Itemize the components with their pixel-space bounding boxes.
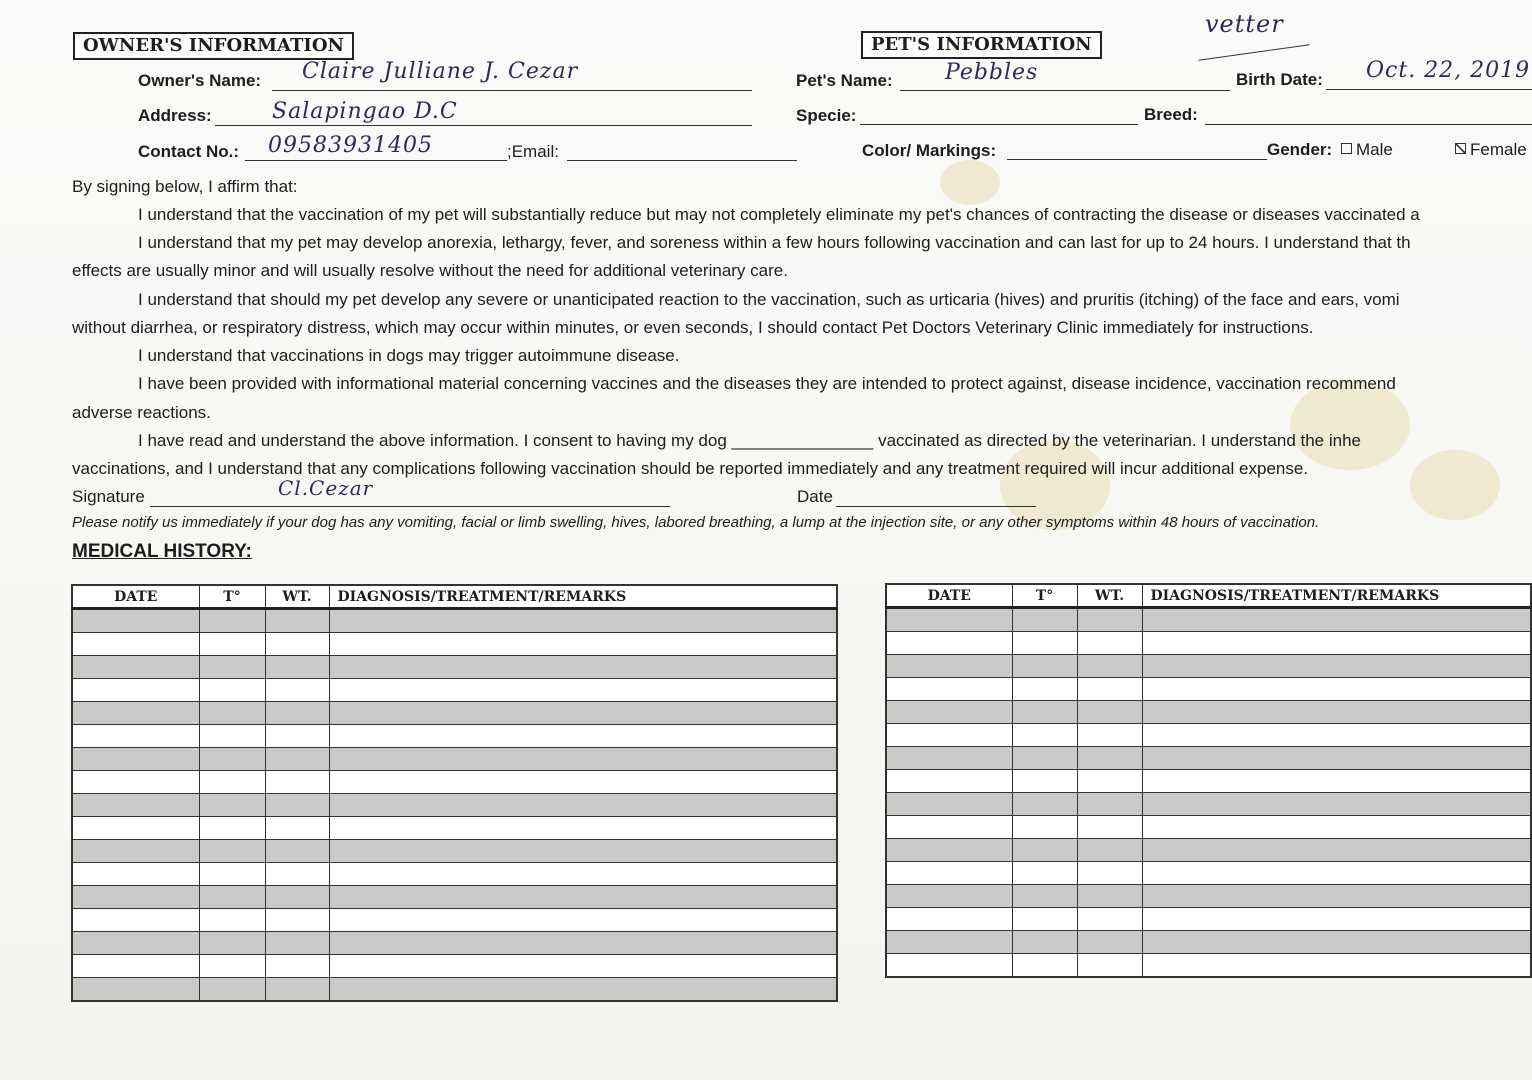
table-row [72, 725, 837, 748]
cell[interactable] [886, 678, 1012, 701]
cell[interactable] [1077, 816, 1142, 839]
cell[interactable] [1012, 862, 1077, 885]
table-row [886, 885, 1531, 908]
cell[interactable] [886, 632, 1012, 655]
table-row [886, 724, 1531, 747]
pet-annotation: vetter [1205, 10, 1284, 38]
cell[interactable] [1142, 770, 1531, 793]
consent-paragraph-6 [72, 427, 1532, 456]
cell[interactable] [265, 863, 329, 886]
cell[interactable] [1012, 816, 1077, 839]
cell[interactable] [72, 633, 199, 656]
table-body-right [886, 608, 1531, 978]
cell[interactable] [886, 793, 1012, 816]
date-label: Date [797, 487, 833, 506]
col-temperature: T° [1012, 584, 1077, 608]
cell[interactable] [199, 932, 265, 955]
cell[interactable] [199, 840, 265, 863]
cell[interactable] [886, 655, 1012, 678]
cell[interactable] [265, 725, 329, 748]
date-line [836, 506, 1036, 507]
cell[interactable] [1077, 793, 1142, 816]
cell[interactable] [1142, 724, 1531, 747]
table-row [72, 656, 837, 679]
table-row [886, 793, 1531, 816]
col-diagnosis: DIAGNOSIS/TREATMENT/REMARKS [329, 585, 837, 609]
signature-line [150, 506, 670, 507]
cell[interactable] [329, 679, 837, 702]
cell[interactable] [1077, 632, 1142, 655]
cell[interactable] [265, 817, 329, 840]
table-row [886, 701, 1531, 724]
cell[interactable] [1012, 747, 1077, 770]
cell[interactable] [72, 978, 199, 1002]
cell[interactable] [199, 679, 265, 702]
table-row [72, 633, 837, 656]
cell[interactable] [886, 701, 1012, 724]
cell[interactable] [199, 702, 265, 725]
consent-paragraph-5: I have been provided with informational material concerning vaccines and the diseases they are intended to protect against, disease incidence, vaccination recommend [138, 374, 1396, 393]
breed-line [1205, 124, 1532, 125]
cell[interactable] [886, 862, 1012, 885]
consent-paragraph-2-cont: effects are usually minor and will usually resolve without the need for additional veterinary care. [72, 261, 788, 280]
consent-intro: By signing below, I affirm that: [72, 177, 298, 196]
col-date: DATE [72, 585, 199, 609]
cell[interactable] [886, 954, 1012, 978]
cell[interactable] [1077, 908, 1142, 931]
table-row [886, 862, 1531, 885]
table-row [72, 794, 837, 817]
cell[interactable] [329, 909, 837, 932]
cell[interactable] [1077, 747, 1142, 770]
medical-history-title: MEDICAL HISTORY: [72, 541, 252, 562]
cell[interactable] [199, 794, 265, 817]
cell[interactable] [1077, 770, 1142, 793]
breed-label: Breed: [1144, 105, 1198, 124]
email-line [567, 160, 797, 161]
cell[interactable] [1142, 608, 1531, 632]
owner-name-line [272, 90, 752, 91]
female-checkbox-checked[interactable] [1455, 143, 1466, 154]
cell[interactable] [329, 725, 837, 748]
cell[interactable] [265, 702, 329, 725]
pet-section-heading: PET'S INFORMATION [861, 31, 1102, 59]
cell[interactable] [72, 656, 199, 679]
consent-paragraph-1: I understand that the vaccination of my pet will substantially reduce but may not completely eliminate my pet's chances of contracting the disease or diseases vaccinated a [138, 205, 1420, 224]
table-row [886, 608, 1531, 632]
color-label: Color/ Markings: [862, 141, 997, 160]
cell[interactable] [886, 724, 1012, 747]
table-row [72, 886, 837, 909]
cell[interactable] [72, 725, 199, 748]
cell[interactable] [1142, 678, 1531, 701]
consent-paragraph-3-cont: without diarrhea, or respiratory distress, which may occur within minutes, or even seconds, I should contact Pet Doctors Veterinary Clinic immediately for instructions. [72, 318, 1314, 337]
table-row [72, 840, 837, 863]
contact-value[interactable]: 09583931405 [268, 133, 433, 158]
cell[interactable] [1077, 608, 1142, 632]
medical-history-table-left [71, 584, 838, 1002]
pet-name-value[interactable]: Pebbles [945, 60, 1039, 85]
cell[interactable] [1012, 839, 1077, 862]
cell[interactable] [72, 863, 199, 886]
cell[interactable] [265, 909, 329, 932]
cell[interactable] [265, 771, 329, 794]
owner-name-label: Owner's Name: [138, 71, 262, 90]
cell[interactable] [329, 863, 837, 886]
cell[interactable] [199, 633, 265, 656]
cell[interactable] [1012, 908, 1077, 931]
gender-male-label: Male [1356, 140, 1393, 159]
consent-paragraph-2: I understand that my pet may develop anorexia, lethargy, fever, and soreness within a few hours following vaccination and can last for up to 24 hours. I understand that th [138, 233, 1411, 252]
gender-female-option[interactable] [1455, 140, 1527, 160]
cell[interactable] [1142, 701, 1531, 724]
col-date: DATE [886, 584, 1012, 608]
cell[interactable] [886, 885, 1012, 908]
consent-paragraph-4: I understand that vaccinations in dogs may trigger autoimmune disease. [138, 346, 680, 365]
cell[interactable] [199, 817, 265, 840]
table-header-row [72, 585, 837, 609]
cell[interactable] [265, 633, 329, 656]
table-row [886, 678, 1531, 701]
cell[interactable] [265, 886, 329, 909]
cell[interactable] [265, 609, 329, 633]
cell[interactable] [886, 931, 1012, 954]
cell[interactable] [199, 656, 265, 679]
cell[interactable] [72, 932, 199, 955]
cell[interactable] [199, 609, 265, 633]
table-body-left [72, 609, 837, 1002]
cell[interactable] [1077, 678, 1142, 701]
cell[interactable] [1012, 678, 1077, 701]
cell[interactable] [329, 771, 837, 794]
table-row [72, 771, 837, 794]
cell[interactable] [72, 886, 199, 909]
consent-paragraph-6-end: vaccinated as directed by the veterinarian. I understand the inhe [878, 431, 1361, 450]
table-row [72, 978, 837, 1002]
consent-paragraph-5-cont: adverse reactions. [72, 403, 211, 422]
cell[interactable] [72, 748, 199, 771]
cell[interactable] [72, 794, 199, 817]
cell[interactable] [1142, 793, 1531, 816]
cell[interactable] [1077, 655, 1142, 678]
table-row [886, 747, 1531, 770]
cell[interactable] [1142, 632, 1531, 655]
cell[interactable] [1077, 885, 1142, 908]
specie-label: Specie: [796, 106, 857, 125]
table-header-row [886, 584, 1531, 608]
cell[interactable] [1142, 954, 1531, 978]
cell[interactable] [199, 886, 265, 909]
cell[interactable] [329, 932, 837, 955]
cell[interactable] [886, 908, 1012, 931]
table-row [72, 609, 837, 633]
table-row [72, 679, 837, 702]
cell[interactable] [1012, 655, 1077, 678]
table-row [72, 748, 837, 771]
cell[interactable] [72, 909, 199, 932]
table-row [72, 955, 837, 978]
gender-label: Gender: [1267, 140, 1333, 159]
birth-date-label: Birth Date: [1236, 70, 1323, 89]
cell[interactable] [265, 955, 329, 978]
cell[interactable] [1012, 954, 1077, 978]
cell[interactable] [1012, 632, 1077, 655]
signature-label: Signature [72, 487, 145, 506]
table-row [72, 932, 837, 955]
male-checkbox[interactable] [1341, 143, 1352, 154]
cell[interactable] [329, 794, 837, 817]
vaccination-notice: Please notify us immediately if your dog has any vomiting, facial or limb swelling, hives, labored breathing, a lump at the injection site, or any other symptoms within 48 hours of vaccination. [72, 514, 1320, 531]
cell[interactable] [199, 955, 265, 978]
cell[interactable] [1077, 701, 1142, 724]
gender-female-label: Female [1470, 140, 1527, 159]
table-row [886, 931, 1531, 954]
consent-paragraph-6-cont: vaccinations, and I understand that any complications following vaccination should be reported immediately and any treatment required will incur additional expense. [72, 459, 1309, 478]
table-row [886, 839, 1531, 862]
address-value[interactable]: Salapingao D.C [272, 99, 458, 124]
cell[interactable] [265, 679, 329, 702]
cell[interactable] [1077, 724, 1142, 747]
cell[interactable] [1142, 747, 1531, 770]
cell[interactable] [329, 817, 837, 840]
gender-male-option[interactable] [1341, 140, 1393, 160]
cell[interactable] [886, 608, 1012, 632]
cell[interactable] [72, 840, 199, 863]
cell[interactable] [1142, 862, 1531, 885]
cell[interactable] [199, 863, 265, 886]
cell[interactable] [265, 656, 329, 679]
cell[interactable] [1012, 885, 1077, 908]
signature-value[interactable]: Cl.Cezar [278, 476, 374, 500]
table-row [72, 863, 837, 886]
medical-history-table-right [885, 583, 1532, 978]
cell[interactable] [199, 725, 265, 748]
cell[interactable] [72, 817, 199, 840]
cell[interactable] [1012, 770, 1077, 793]
table-row [886, 632, 1531, 655]
cell[interactable] [265, 978, 329, 1002]
cell[interactable] [72, 702, 199, 725]
consent-paragraph-6-start: I have read and understand the above information. I consent to having my dog [138, 431, 727, 450]
table-row [72, 817, 837, 840]
address-line [215, 125, 752, 126]
email-label: ;Email: [507, 142, 559, 161]
cell[interactable] [886, 839, 1012, 862]
dog-name-blank[interactable]: _______________ [731, 431, 874, 450]
cell[interactable] [886, 747, 1012, 770]
contact-label: Contact No.: [138, 142, 240, 161]
cell[interactable] [1142, 839, 1531, 862]
cell[interactable] [1012, 793, 1077, 816]
cell[interactable] [1142, 816, 1531, 839]
cell[interactable] [265, 932, 329, 955]
table-row [886, 954, 1531, 978]
cell[interactable] [72, 679, 199, 702]
birth-date-value[interactable]: Oct. 22, 2019 [1366, 58, 1531, 83]
cell[interactable] [72, 609, 199, 633]
cell[interactable] [72, 955, 199, 978]
owner-name-value[interactable]: Claire Julliane J. Cezar [302, 59, 579, 84]
cell[interactable] [1142, 655, 1531, 678]
cell[interactable] [199, 771, 265, 794]
cell[interactable] [886, 770, 1012, 793]
col-diagnosis: DIAGNOSIS/TREATMENT/REMARKS [1142, 584, 1531, 608]
table-row [886, 816, 1531, 839]
table-row [72, 909, 837, 932]
cell[interactable] [1012, 724, 1077, 747]
contact-line [245, 160, 507, 161]
cell[interactable] [265, 748, 329, 771]
col-weight: WT. [1077, 584, 1142, 608]
cell[interactable] [329, 886, 837, 909]
cell[interactable] [329, 978, 837, 1002]
cell[interactable] [1077, 954, 1142, 978]
cell[interactable] [72, 771, 199, 794]
owner-section-heading: OWNER'S INFORMATION [73, 32, 354, 60]
birth-date-line [1326, 89, 1532, 90]
cell[interactable] [329, 748, 837, 771]
cell[interactable] [199, 978, 265, 1002]
cell[interactable] [199, 748, 265, 771]
table-row [886, 908, 1531, 931]
address-label: Address: [138, 106, 212, 125]
cell[interactable] [329, 609, 837, 633]
specie-line [860, 124, 1138, 125]
cell[interactable] [1077, 862, 1142, 885]
col-temperature: T° [199, 585, 265, 609]
cell[interactable] [329, 633, 837, 656]
pet-name-line [900, 90, 1230, 91]
cell[interactable] [1142, 885, 1531, 908]
cell[interactable] [1077, 839, 1142, 862]
cell[interactable] [1012, 608, 1077, 632]
cell[interactable] [329, 955, 837, 978]
cell[interactable] [265, 794, 329, 817]
col-weight: WT. [265, 585, 329, 609]
pet-name-label: Pet's Name: [796, 71, 893, 90]
table-row [886, 655, 1531, 678]
color-line [1007, 159, 1267, 160]
table-row [72, 702, 837, 725]
cell[interactable] [329, 702, 837, 725]
cell[interactable] [1077, 931, 1142, 954]
cell[interactable] [265, 840, 329, 863]
cell[interactable] [1012, 931, 1077, 954]
cell[interactable] [1012, 701, 1077, 724]
table-row [886, 770, 1531, 793]
cell[interactable] [886, 816, 1012, 839]
consent-paragraph-3: I understand that should my pet develop any severe or unanticipated reaction to the vaccination, such as urticaria (hives) and pruritis (itching) of the face and ears, vomi [138, 290, 1400, 309]
cell[interactable] [199, 909, 265, 932]
cell[interactable] [329, 840, 837, 863]
cell[interactable] [1142, 908, 1531, 931]
cell[interactable] [1142, 931, 1531, 954]
cell[interactable] [329, 656, 837, 679]
